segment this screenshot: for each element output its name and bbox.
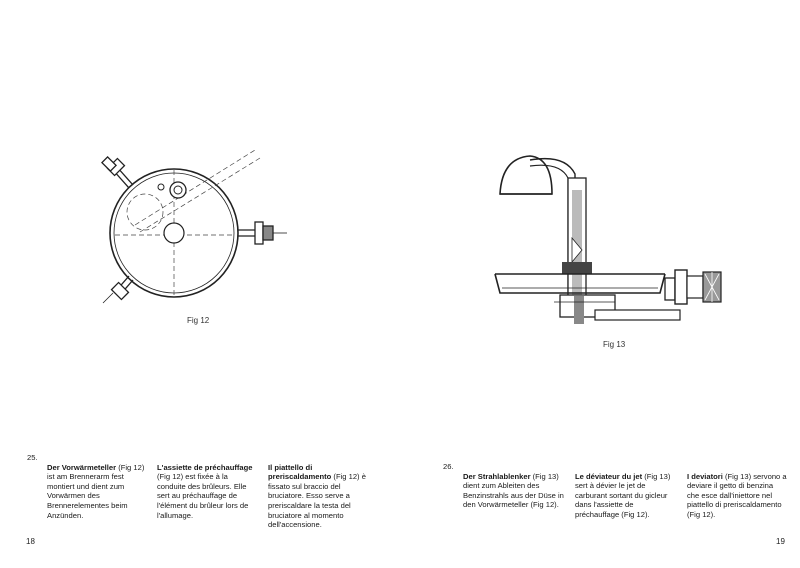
term-italian: Il piattello di preriscaldamento <box>268 462 332 482</box>
page-number-right: 19 <box>776 537 785 546</box>
text-column-french <box>157 453 257 520</box>
fig-13-caption: Fig 13 <box>603 340 626 349</box>
term-french: L'assiette de préchauffage <box>157 462 253 472</box>
body-italian: (Fig 13) servono a deviare il getto di benzina che esce dall'iniettore nel piattello di preriscaldamento (Fig 12). <box>687 471 787 519</box>
text-column-italian <box>268 453 368 530</box>
item-number: 26. <box>443 462 454 471</box>
body-german: (Fig 12) ist am Brennerarm fest montiert und dient zum Vorwärmen des Brennerelementes beim Anzünden. <box>47 462 145 520</box>
text-column-french <box>575 462 675 520</box>
body-german: (Fig 13) dient zum Ableiten des Benzinstrahls aus der Düse in den Vorwärmeteller (Fig 12). <box>463 471 564 510</box>
text-column-german <box>463 462 567 510</box>
item-number: 25. <box>27 453 38 462</box>
fig-12-caption: Fig 12 <box>187 316 210 325</box>
term-german: Der Vorwärmeteller <box>47 462 117 472</box>
text-column-german <box>47 453 151 520</box>
term-french: Le déviateur du jet <box>575 471 643 481</box>
body-italian: (Fig 12) è fissato sul braccio del bruciatore. Esso serve a preriscaldare la testa del bruciatore al momento dell'accensione. <box>268 472 366 530</box>
body-french: (Fig 13) sert à dévier le jet de carburant sortant du gicleur dans l'assiette de préchauffage (Fig 12). <box>575 471 671 519</box>
page-number-left: 18 <box>26 537 35 546</box>
body-french: (Fig 12) est fixée à la conduite des brûleurs. Elle sert au préchauffage de l'élément du brûleur lors de l'allumage. <box>157 472 249 520</box>
term-german: Der Strahlablenker <box>463 471 531 481</box>
fig-12-drawing <box>95 140 295 315</box>
fig-13-drawing <box>490 150 730 335</box>
term-italian: I deviatori <box>687 471 723 481</box>
text-column-italian <box>687 462 787 520</box>
